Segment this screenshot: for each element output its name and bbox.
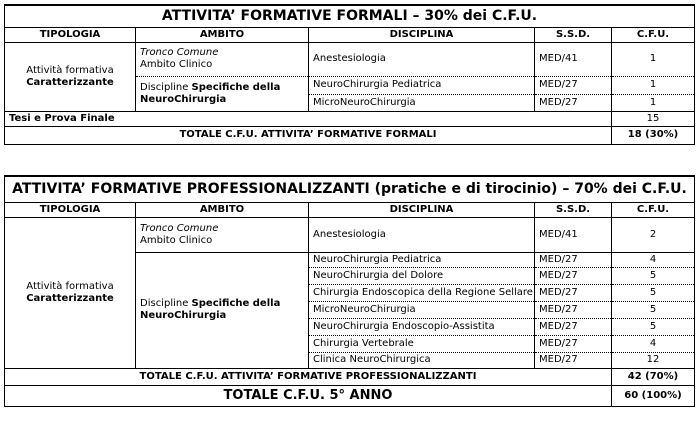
formali-table <box>4 4 695 145</box>
header-cfu: C.F.U. <box>612 202 695 217</box>
formali-total-label: TOTALE C.F.U. ATTIVITA’ FORMATIVE FORMALI <box>5 126 612 144</box>
cfu-cell: 2 <box>612 217 695 252</box>
disciplina-cell: NeuroChirurgia Endoscopio-Assistita <box>309 318 535 335</box>
professionalizzanti-total-label: TOTALE C.F.U. ATTIVITA’ FORMATIVE PROFESSIONALIZZANTI <box>5 368 612 385</box>
disciplina-cell: NeuroChirurgia Pediatrica <box>309 76 535 94</box>
tipologia-line1: Attività formativa <box>26 64 114 76</box>
disciplina-cell: MicroNeuroChirurgia <box>309 94 535 111</box>
ambito-bold2: NeuroChirurgia <box>140 93 227 105</box>
ssd-cell: MED/27 <box>535 94 612 111</box>
ambito-tronco-comune <box>136 217 309 252</box>
cfu-cell: 12 <box>612 352 695 368</box>
professionalizzanti-total-value: 42 (70%) <box>612 368 695 385</box>
cfu-cell: 4 <box>612 335 695 352</box>
tipologia-line2: Caratterizzante <box>26 292 114 304</box>
ssd-cell: MED/27 <box>535 252 612 267</box>
formali-total-value: 18 (30%) <box>612 126 695 144</box>
header-disciplina: DISCIPLINA <box>309 202 535 217</box>
ssd-cell: MED/27 <box>535 335 612 352</box>
cfu-cell: 5 <box>612 301 695 318</box>
ambito-prefix: Discipline <box>140 298 189 309</box>
ssd-cell: MED/27 <box>535 76 612 94</box>
header-disciplina: DISCIPLINA <box>309 27 535 42</box>
cfu-cell: 5 <box>612 318 695 335</box>
tipologia-line1: Attività formativa <box>26 280 114 292</box>
cfu-cell: 4 <box>612 252 695 267</box>
ambito-tronco-comune <box>136 42 309 76</box>
tipologia-line2: Caratterizzante <box>26 76 114 88</box>
tesi-cfu: 15 <box>612 111 695 126</box>
cfu-cell: 1 <box>612 76 695 94</box>
ambito-specifiche <box>136 76 309 111</box>
cfu-cell: 5 <box>612 267 695 284</box>
ambito-prefix: Discipline <box>140 81 189 93</box>
disciplina-cell: Chirurgia Endoscopica della Regione Sellare <box>309 284 535 301</box>
header-ambito: AMBITO <box>136 202 309 217</box>
header-ambito: AMBITO <box>136 27 309 42</box>
ambito-bold2: NeuroChirurgia <box>140 310 227 321</box>
ambito-line1: Tronco Comune <box>140 222 219 234</box>
ssd-cell: MED/41 <box>535 42 612 76</box>
ambito-bold1: Specifiche della <box>191 81 281 93</box>
ambito-line2: Ambito Clinico <box>140 234 213 246</box>
ssd-cell: MED/27 <box>535 352 612 368</box>
disciplina-cell: Chirurgia Vertebrale <box>309 335 535 352</box>
cfu-cell: 1 <box>612 42 695 76</box>
disciplina-cell: MicroNeuroChirurgia <box>309 301 535 318</box>
tipologia-cell <box>5 217 136 368</box>
cfu-cell: 5 <box>612 284 695 301</box>
disciplina-cell: NeuroChirurgia del Dolore <box>309 267 535 284</box>
ssd-cell: MED/27 <box>535 284 612 301</box>
header-cfu: C.F.U. <box>612 27 695 42</box>
disciplina-cell: Clinica NeuroChirurgica <box>309 352 535 368</box>
tesi-label: Tesi e Prova Finale <box>5 111 612 126</box>
disciplina-cell: Anestesiologia <box>309 42 535 76</box>
ambito-bold1: Specifiche della <box>191 298 281 309</box>
professionalizzanti-title: ATTIVITA’ FORMATIVE PROFESSIONALIZZANTI (pratiche e di tirocinio) – 70% dei C.F.U. <box>5 176 695 202</box>
ambito-line2: Ambito Clinico <box>140 59 213 70</box>
ssd-cell: MED/27 <box>535 301 612 318</box>
header-ssd: S.S.D. <box>535 27 612 42</box>
professionalizzanti-table <box>4 175 695 407</box>
disciplina-cell: Anestesiologia <box>309 217 535 252</box>
ssd-cell: MED/27 <box>535 267 612 284</box>
grand-total-value: 60 (100%) <box>612 385 695 406</box>
tipologia-cell <box>5 42 136 111</box>
header-tipologia: TIPOLOGIA <box>5 27 136 42</box>
cfu-cell: 1 <box>612 94 695 111</box>
grand-total-label: TOTALE C.F.U. 5° ANNO <box>5 385 612 406</box>
ambito-specifiche <box>136 252 309 368</box>
ssd-cell: MED/41 <box>535 217 612 252</box>
ssd-cell: MED/27 <box>535 318 612 335</box>
disciplina-cell: NeuroChirurgia Pediatrica <box>309 252 535 267</box>
header-tipologia: TIPOLOGIA <box>5 202 136 217</box>
formali-title: ATTIVITA’ FORMATIVE FORMALI – 30% dei C.F.U. <box>5 5 695 27</box>
header-ssd: S.S.D. <box>535 202 612 217</box>
ambito-line1: Tronco Comune <box>140 47 219 58</box>
